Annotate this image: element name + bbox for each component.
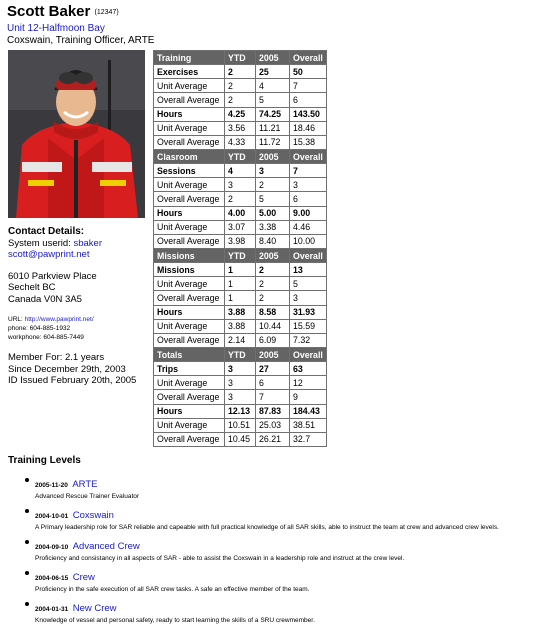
training-level-date: 2004-10-01: [35, 513, 69, 520]
userid-link[interactable]: sbaker: [73, 237, 102, 249]
training-level-date: 2005-11-20: [35, 482, 68, 489]
url-label: URL:: [8, 316, 23, 323]
row-label-cell: Overall Average: [154, 192, 225, 206]
value-cell: 5: [290, 277, 327, 291]
contact-heading: Contact Details:: [8, 226, 85, 237]
value-cell: 25: [256, 65, 290, 79]
value-cell: 4.25: [225, 107, 256, 121]
value-cell: 11.21: [256, 121, 290, 135]
member-since-text: Since December 29th, 2003: [8, 363, 126, 375]
userid-line: [8, 238, 153, 250]
column-header-cell: YTD: [225, 347, 256, 361]
stats-row: [154, 178, 327, 192]
value-cell: 3: [225, 376, 256, 390]
member-for-text: Member For: 2.1 years: [8, 352, 105, 363]
row-label-cell: Overall Average: [154, 93, 225, 107]
value-cell: 13: [290, 263, 327, 277]
row-label-cell: Overall Average: [154, 135, 225, 149]
stats-row: [154, 362, 327, 376]
training-level-item: [22, 567, 547, 594]
value-cell: 1: [225, 291, 256, 305]
row-label-cell: Sessions: [154, 164, 225, 178]
training-level-description: Proficiency and consistancy in all aspects of SAR - able to assist the Coxswain in a leadership role and instruct at the crew level.: [35, 555, 405, 562]
value-cell: 5: [256, 93, 290, 107]
row-label-cell: Trips: [154, 362, 225, 376]
value-cell: 7: [290, 164, 327, 178]
value-cell: 3: [290, 178, 327, 192]
value-cell: 74.25: [256, 107, 290, 121]
training-level-date: 2004-06-15: [35, 575, 69, 582]
stats-row: [154, 135, 327, 149]
website-link[interactable]: http://www.pawprint.net/: [24, 316, 94, 323]
row-label-cell: Unit Average: [154, 79, 225, 93]
stats-row: [154, 305, 327, 319]
value-cell: 15.59: [290, 319, 327, 333]
row-label-cell: Overall Average: [154, 390, 225, 404]
training-level-link[interactable]: Crew: [72, 572, 95, 583]
training-level-link[interactable]: New Crew: [72, 603, 117, 614]
value-cell: 10.51: [225, 418, 256, 432]
userid-label: System userid:: [8, 237, 71, 249]
column-header-cell: YTD: [225, 149, 256, 163]
value-cell: 10.45: [225, 432, 256, 446]
row-label-cell: Unit Average: [154, 319, 225, 333]
stats-section-header: [154, 347, 327, 361]
row-label-cell: Overall Average: [154, 432, 225, 446]
value-cell: 2: [256, 291, 290, 305]
unit-link[interactable]: Unit 12-Halfmoon Bay: [7, 23, 105, 34]
value-cell: 2: [225, 79, 256, 93]
value-cell: 6: [290, 192, 327, 206]
value-cell: 63: [290, 362, 327, 376]
row-label-cell: Exercises: [154, 65, 225, 79]
value-cell: 3.07: [225, 220, 256, 234]
row-label-cell: Unit Average: [154, 220, 225, 234]
value-cell: 2: [225, 192, 256, 206]
row-label-cell: Overall Average: [154, 333, 225, 347]
profile-name-line: [7, 3, 154, 21]
bullet-icon: [25, 571, 29, 575]
row-label-cell: Unit Average: [154, 277, 225, 291]
value-cell: 7: [256, 390, 290, 404]
row-label-cell: Missions: [154, 263, 225, 277]
value-cell: 12.13: [225, 404, 256, 418]
stats-section-header: [154, 51, 327, 65]
address-line-1: 6010 Parkview Place: [8, 270, 97, 282]
stats-row: [154, 234, 327, 248]
training-level-description: A Primary leadership role for SAR reliable and capeable with full practical knowledge of all SAR skills, able to instruct the team at crew and advanced crew levels.: [35, 524, 499, 531]
bullet-icon: [25, 478, 29, 482]
training-level-description: Knowledge of vessel and personal safety, ready to start learning the skills of a SRU crewmember.: [35, 617, 315, 624]
value-cell: 143.50: [290, 107, 327, 121]
section-title-cell: Missions: [154, 248, 225, 262]
column-header-cell: 2005: [256, 149, 290, 163]
value-cell: 10.44: [256, 319, 290, 333]
row-label-cell: Unit Average: [154, 178, 225, 192]
bullet-icon: [25, 509, 29, 513]
value-cell: 87.83: [256, 404, 290, 418]
stats-row: [154, 206, 327, 220]
profile-photo: [8, 50, 145, 218]
stats-row: [154, 263, 327, 277]
column-header-cell: Overall: [290, 248, 327, 262]
training-levels-title: Training Levels: [8, 455, 81, 466]
value-cell: 9.00: [290, 206, 327, 220]
row-label-cell: Unit Average: [154, 121, 225, 135]
training-level-link[interactable]: ARTE: [72, 479, 98, 490]
column-header-cell: Overall: [290, 347, 327, 361]
value-cell: 32.7: [290, 432, 327, 446]
value-cell: 2.14: [225, 333, 256, 347]
value-cell: 3: [256, 164, 290, 178]
training-level-item: [22, 536, 547, 563]
stats-row: [154, 333, 327, 347]
stats-table: [153, 50, 327, 447]
stats-row: [154, 404, 327, 418]
value-cell: 4.33: [225, 135, 256, 149]
row-label-cell: Unit Average: [154, 376, 225, 390]
value-cell: 3.56: [225, 121, 256, 135]
value-cell: 4: [225, 164, 256, 178]
value-cell: 5.00: [256, 206, 290, 220]
stats-row: [154, 192, 327, 206]
stats-row: [154, 319, 327, 333]
stats-row: [154, 65, 327, 79]
row-label-cell: Overall Average: [154, 291, 225, 305]
value-cell: 7: [290, 79, 327, 93]
profile-header: [7, 3, 154, 47]
stats-row: [154, 93, 327, 107]
value-cell: 2: [225, 93, 256, 107]
value-cell: 3.88: [225, 319, 256, 333]
training-level-description: Advanced Rescue Trainer Evaluator: [35, 493, 140, 500]
training-level-item: [22, 505, 547, 532]
section-title-cell: Clasroom: [154, 149, 225, 163]
value-cell: 4.00: [225, 206, 256, 220]
row-label-cell: Overall Average: [154, 234, 225, 248]
value-cell: 2: [256, 263, 290, 277]
training-level-description: Proficiency in the safe execution of all SAR crew tasks. A safe an effective member of the team.: [35, 586, 310, 593]
stats-row: [154, 432, 327, 446]
section-title-cell: Training: [154, 51, 225, 65]
training-level-date: 2004-09-10: [35, 544, 69, 551]
stats-row: [154, 164, 327, 178]
value-cell: 38.51: [290, 418, 327, 432]
value-cell: 4: [256, 79, 290, 93]
column-header-cell: YTD: [225, 51, 256, 65]
address-line-2: Sechelt BC: [8, 282, 56, 293]
value-cell: 18.46: [290, 121, 327, 135]
address-line-3: Canada V0N 3A5: [8, 293, 82, 305]
profile-roles: Coxswain, Training Officer, ARTE: [7, 35, 155, 46]
value-cell: 6: [256, 376, 290, 390]
value-cell: 1: [225, 277, 256, 291]
value-cell: 6.09: [256, 333, 290, 347]
stats-row: [154, 291, 327, 305]
training-level-link[interactable]: Coxswain: [72, 510, 114, 521]
section-title-cell: Totals: [154, 347, 225, 361]
value-cell: 2: [225, 65, 256, 79]
row-label-cell: Hours: [154, 305, 225, 319]
value-cell: 3.88: [225, 305, 256, 319]
value-cell: 10.00: [290, 234, 327, 248]
contact-details: [8, 226, 153, 387]
stats-section-header: [154, 149, 327, 163]
value-cell: 50: [290, 65, 327, 79]
value-cell: 15.38: [290, 135, 327, 149]
value-cell: 6: [290, 93, 327, 107]
stats-row: [154, 390, 327, 404]
value-cell: 12: [290, 376, 327, 390]
stats-row: [154, 79, 327, 93]
bullet-icon: [25, 540, 29, 544]
training-level-item: [22, 474, 547, 501]
value-cell: 26.21: [256, 432, 290, 446]
profile-id: (12347): [94, 9, 119, 16]
workphone-text: workphone: 604-885-7449: [8, 334, 84, 341]
value-cell: 2: [256, 277, 290, 291]
value-cell: 184.43: [290, 404, 327, 418]
value-cell: 25.03: [256, 418, 290, 432]
row-label-cell: Hours: [154, 206, 225, 220]
column-header-cell: 2005: [256, 51, 290, 65]
value-cell: 1: [225, 263, 256, 277]
value-cell: 8.40: [256, 234, 290, 248]
email-link[interactable]: scott@pawprint.net: [8, 249, 90, 260]
value-cell: 7.32: [290, 333, 327, 347]
column-header-cell: YTD: [225, 248, 256, 262]
value-cell: 4.46: [290, 220, 327, 234]
column-header-cell: 2005: [256, 347, 290, 361]
row-label-cell: Hours: [154, 404, 225, 418]
row-label-cell: Hours: [154, 107, 225, 121]
value-cell: 3.98: [225, 234, 256, 248]
value-cell: 5: [256, 192, 290, 206]
stats-row: [154, 418, 327, 432]
value-cell: 3: [290, 291, 327, 305]
column-header-cell: 2005: [256, 248, 290, 262]
bullet-icon: [25, 602, 29, 606]
training-level-date: 2004-01-31: [35, 606, 69, 613]
stats-row: [154, 220, 327, 234]
value-cell: 9: [290, 390, 327, 404]
stats-row: [154, 277, 327, 291]
id-issued-text: ID Issued February 20th, 2005: [8, 375, 137, 386]
value-cell: 3.38: [256, 220, 290, 234]
training-level-item: [22, 598, 547, 625]
row-label-cell: Unit Average: [154, 418, 225, 432]
training-levels-list: [22, 474, 547, 629]
profile-name: Scott Baker: [7, 3, 91, 20]
value-cell: 3: [225, 390, 256, 404]
value-cell: 3: [225, 178, 256, 192]
value-cell: 8.58: [256, 305, 290, 319]
value-cell: 27: [256, 362, 290, 376]
stats-row: [154, 121, 327, 135]
value-cell: 31.93: [290, 305, 327, 319]
stats-row: [154, 376, 327, 390]
value-cell: 3: [225, 362, 256, 376]
phone-text: phone: 604-885-1932: [8, 325, 71, 332]
column-header-cell: Overall: [290, 149, 327, 163]
column-header-cell: Overall: [290, 51, 327, 65]
person-photo-illustration: [8, 50, 145, 218]
stats-row: [154, 107, 327, 121]
url-line: [8, 315, 153, 324]
value-cell: 2: [256, 178, 290, 192]
training-level-link[interactable]: Advanced Crew: [72, 541, 140, 552]
stats-section-header: [154, 248, 327, 262]
value-cell: 11.72: [256, 135, 290, 149]
